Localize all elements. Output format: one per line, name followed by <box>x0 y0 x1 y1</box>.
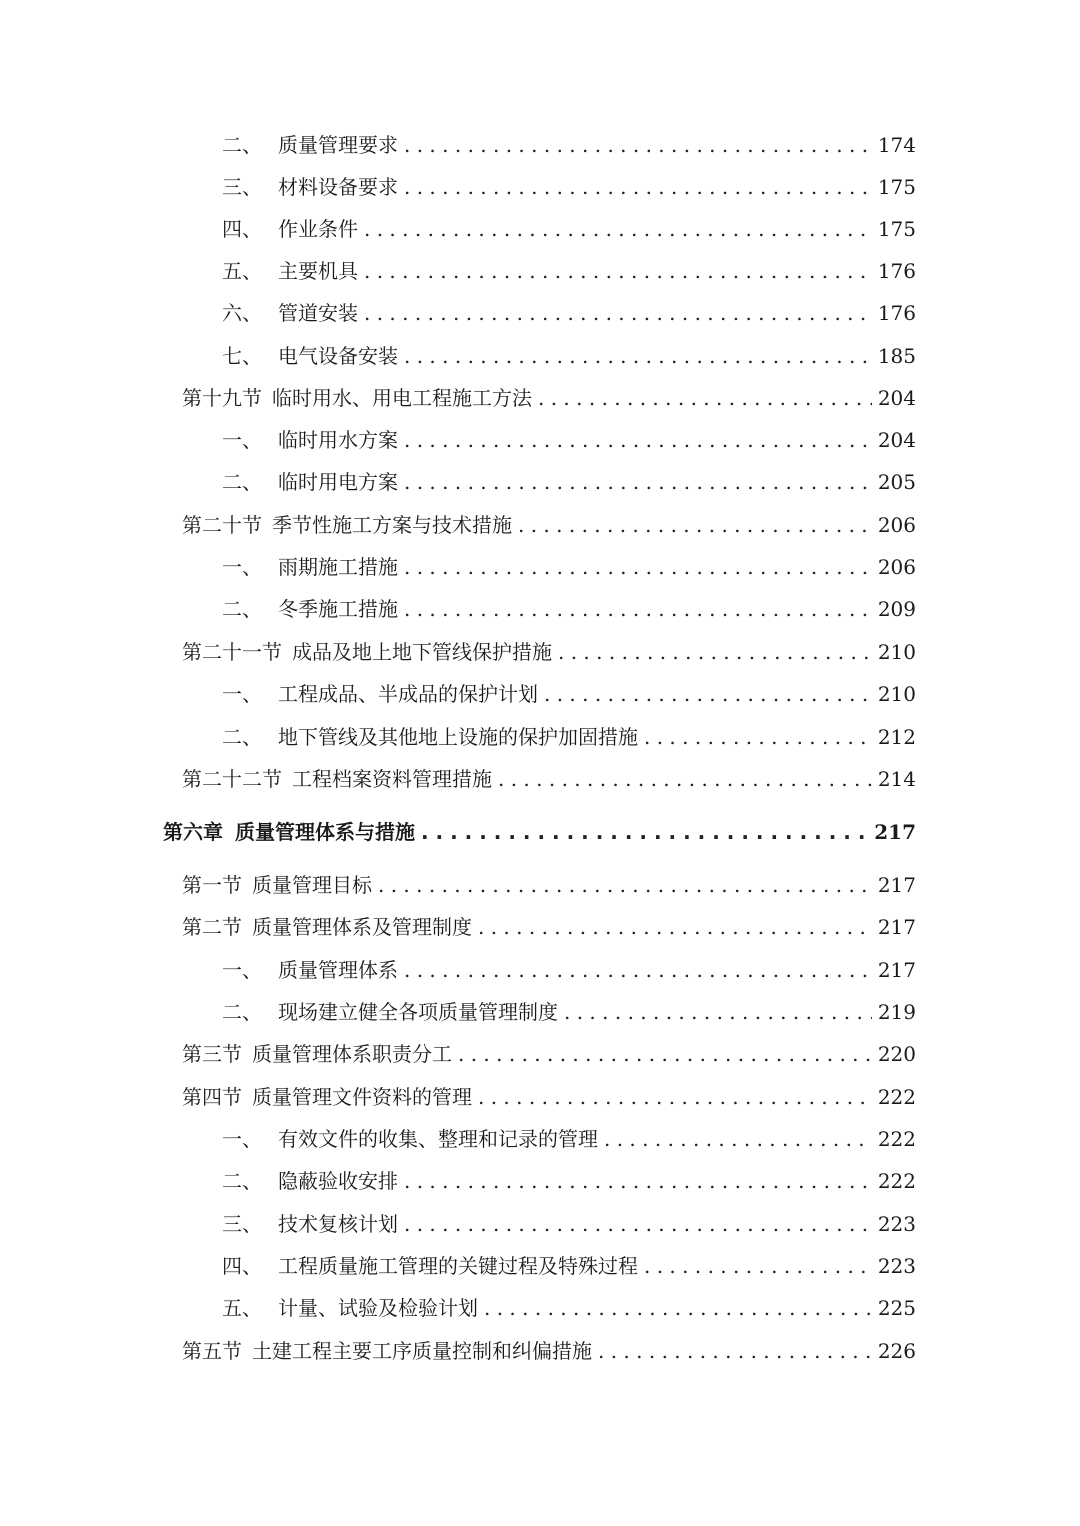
toc-entry-number: 二、 <box>222 597 262 621</box>
toc-leader-dots <box>604 1124 872 1154</box>
toc-entry-title: 作业条件 <box>278 217 358 241</box>
toc-page-number: 226 <box>877 1339 916 1363</box>
toc-leader-dots <box>404 955 872 985</box>
toc-page-number: 222 <box>877 1085 916 1109</box>
toc-page-number: 209 <box>877 597 916 621</box>
toc-entry-title: 工程质量施工管理的关键过程及特殊过程 <box>278 1254 638 1278</box>
toc-leader-dots <box>498 764 872 794</box>
toc-entry-title: 冬季施工措施 <box>278 597 398 621</box>
toc-page-number: 205 <box>877 470 916 494</box>
toc-page-number: 204 <box>877 386 916 410</box>
toc-entry-number: 二、 <box>222 470 262 494</box>
toc-entry-title: 现场建立健全各项质量管理制度 <box>278 1000 558 1024</box>
toc-page-number: 206 <box>877 513 916 537</box>
toc-leader-dots <box>404 425 872 455</box>
toc-leader-dots <box>364 298 872 328</box>
toc-leader-dots <box>404 130 872 160</box>
toc-entry-title: 工程成品、半成品的保护计划 <box>278 682 538 706</box>
toc-chapter-entry[interactable] <box>163 817 916 847</box>
toc-entry-title: 技术复核计划 <box>278 1212 398 1236</box>
toc-subsection-entry[interactable] <box>222 722 916 752</box>
toc-leader-dots <box>644 722 872 752</box>
toc-entry-number: 一、 <box>222 1127 262 1151</box>
toc-section-entry[interactable] <box>182 510 916 540</box>
toc-entry-number: 第二十二节 <box>182 767 282 791</box>
toc-leader-dots <box>404 172 872 202</box>
toc-leader-dots <box>544 679 872 709</box>
toc-page-number: 217 <box>877 958 916 982</box>
toc-subsection-entry[interactable] <box>222 955 916 985</box>
toc-entry-number: 第六章 <box>163 820 223 844</box>
toc-page-number: 223 <box>877 1254 916 1278</box>
toc-page-number: 222 <box>877 1169 916 1193</box>
toc-page-number: 217 <box>874 820 916 844</box>
toc-entry-number: 第四节 <box>182 1085 242 1109</box>
toc-subsection-entry[interactable] <box>222 172 916 202</box>
toc-page-number: 204 <box>877 428 916 452</box>
toc-entry-number: 第五节 <box>182 1339 242 1363</box>
toc-leader-dots <box>364 214 872 244</box>
toc-page-number: 217 <box>877 915 916 939</box>
toc-entry-title: 质量管理体系与措施 <box>235 820 415 844</box>
toc-entry-number: 三、 <box>222 175 262 199</box>
toc-section-entry[interactable] <box>182 870 916 900</box>
toc-section-entry[interactable] <box>182 764 916 794</box>
toc-page-number: 210 <box>877 640 916 664</box>
toc-section-entry[interactable] <box>182 1082 916 1112</box>
toc-entry-number: 五、 <box>222 259 262 283</box>
toc-page-number: 214 <box>877 767 916 791</box>
toc-entry-number: 一、 <box>222 958 262 982</box>
toc-entry-number: 一、 <box>222 682 262 706</box>
toc-entry-title: 材料设备要求 <box>278 175 398 199</box>
toc-page-number: 175 <box>877 175 916 199</box>
toc-subsection-entry[interactable] <box>222 1124 916 1154</box>
toc-entry-title: 隐蔽验收安排 <box>278 1169 398 1193</box>
toc-entry-title: 工程档案资料管理措施 <box>292 767 492 791</box>
toc-leader-dots <box>421 817 868 847</box>
toc-leader-dots <box>558 637 872 667</box>
toc-entry-title: 主要机具 <box>278 259 358 283</box>
toc-entry-title: 有效文件的收集、整理和记录的管理 <box>278 1127 598 1151</box>
toc-subsection-entry[interactable] <box>222 1251 916 1281</box>
toc-page-number: 220 <box>877 1042 916 1066</box>
toc-entry-number: 二、 <box>222 1000 262 1024</box>
toc-section-entry[interactable] <box>182 1336 916 1366</box>
toc-entry-title: 地下管线及其他地上设施的保护加固措施 <box>278 725 638 749</box>
toc-entry-number: 第一节 <box>182 873 242 897</box>
toc-subsection-entry[interactable] <box>222 130 916 160</box>
toc-page-number: 223 <box>877 1212 916 1236</box>
toc-entry-number: 四、 <box>222 1254 262 1278</box>
toc-leader-dots <box>478 1082 872 1112</box>
toc-entry-title: 临时用水方案 <box>278 428 398 452</box>
toc-entry-number: 二、 <box>222 1169 262 1193</box>
toc-subsection-entry[interactable] <box>222 425 916 455</box>
toc-leader-dots <box>518 510 872 540</box>
toc-leader-dots <box>364 256 872 286</box>
toc-leader-dots <box>404 594 872 624</box>
toc-page-number: 175 <box>877 217 916 241</box>
toc-entry-number: 六、 <box>222 301 262 325</box>
toc-leader-dots <box>404 341 872 371</box>
toc-entry-number: 二、 <box>222 133 262 157</box>
toc-page-number: 225 <box>877 1296 916 1320</box>
toc-page-number: 217 <box>877 873 916 897</box>
toc-entry-title: 质量管理文件资料的管理 <box>252 1085 472 1109</box>
toc-leader-dots <box>644 1251 872 1281</box>
toc-section-entry[interactable] <box>182 1039 916 1069</box>
toc-section-entry[interactable] <box>182 912 916 942</box>
toc-entry-number: 七、 <box>222 344 262 368</box>
toc-entry-title: 土建工程主要工序质量控制和纠偏措施 <box>252 1339 592 1363</box>
toc-entry-number: 第十九节 <box>182 386 262 410</box>
toc-entry-number: 二、 <box>222 725 262 749</box>
toc-entry-title: 质量管理体系及管理制度 <box>252 915 472 939</box>
toc-subsection-entry[interactable] <box>222 679 916 709</box>
toc-entry-number: 一、 <box>222 555 262 579</box>
toc-page-number: 185 <box>877 344 916 368</box>
toc-subsection-entry[interactable] <box>222 1166 916 1196</box>
toc-entry-number: 三、 <box>222 1212 262 1236</box>
toc-entry-number: 第二十一节 <box>182 640 282 664</box>
toc-page-number: 176 <box>877 259 916 283</box>
toc-subsection-entry[interactable] <box>222 214 916 244</box>
toc-page-number: 176 <box>877 301 916 325</box>
toc-entry-number: 一、 <box>222 428 262 452</box>
toc-page-number: 174 <box>877 133 916 157</box>
toc-page-number: 219 <box>877 1000 916 1024</box>
toc-page-number: 222 <box>877 1127 916 1151</box>
toc-entry-title: 电气设备安装 <box>278 344 398 368</box>
toc-entry-number: 五、 <box>222 1296 262 1320</box>
toc-leader-dots <box>478 912 872 942</box>
toc-section-entry[interactable] <box>182 383 916 413</box>
toc-leader-dots <box>458 1039 872 1069</box>
toc-subsection-entry[interactable] <box>222 552 916 582</box>
toc-subsection-entry[interactable] <box>222 256 916 286</box>
toc-leader-dots <box>378 870 872 900</box>
toc-leader-dots <box>564 997 872 1027</box>
toc-page-number: 206 <box>877 555 916 579</box>
toc-page-number: 212 <box>877 725 916 749</box>
toc-entry-number: 第二十节 <box>182 513 262 537</box>
toc-leader-dots <box>404 1209 872 1239</box>
toc-subsection-entry[interactable] <box>222 298 916 328</box>
toc-subsection-entry[interactable] <box>222 1209 916 1239</box>
toc-subsection-entry[interactable] <box>222 997 916 1027</box>
toc-entry-title: 质量管理体系职责分工 <box>252 1042 452 1066</box>
toc-leader-dots <box>404 467 872 497</box>
toc-entry-title: 质量管理要求 <box>278 133 398 157</box>
toc-subsection-entry[interactable] <box>222 1293 916 1323</box>
toc-section-entry[interactable] <box>182 637 916 667</box>
toc-entry-number: 第三节 <box>182 1042 242 1066</box>
toc-subsection-entry[interactable] <box>222 594 916 624</box>
toc-entry-number: 第二节 <box>182 915 242 939</box>
toc-entry-number: 四、 <box>222 217 262 241</box>
toc-entry-title: 季节性施工方案与技术措施 <box>272 513 512 537</box>
toc-page-number: 210 <box>877 682 916 706</box>
toc-entry-title: 计量、试验及检验计划 <box>278 1296 478 1320</box>
toc-leader-dots <box>404 552 872 582</box>
toc-leader-dots <box>404 1166 872 1196</box>
toc-subsection-entry[interactable] <box>222 341 916 371</box>
toc-entry-title: 临时用电方案 <box>278 470 398 494</box>
toc-entry-title: 雨期施工措施 <box>278 555 398 579</box>
toc-entry-title: 质量管理体系 <box>278 958 398 982</box>
toc-entry-title: 成品及地上地下管线保护措施 <box>292 640 552 664</box>
toc-leader-dots <box>598 1336 872 1366</box>
toc-entry-title: 临时用水、用电工程施工方法 <box>272 386 532 410</box>
toc-entry-title: 质量管理目标 <box>252 873 372 897</box>
toc-leader-dots <box>484 1293 872 1323</box>
toc-entry-title: 管道安装 <box>278 301 358 325</box>
toc-leader-dots <box>538 383 872 413</box>
toc-subsection-entry[interactable] <box>222 467 916 497</box>
